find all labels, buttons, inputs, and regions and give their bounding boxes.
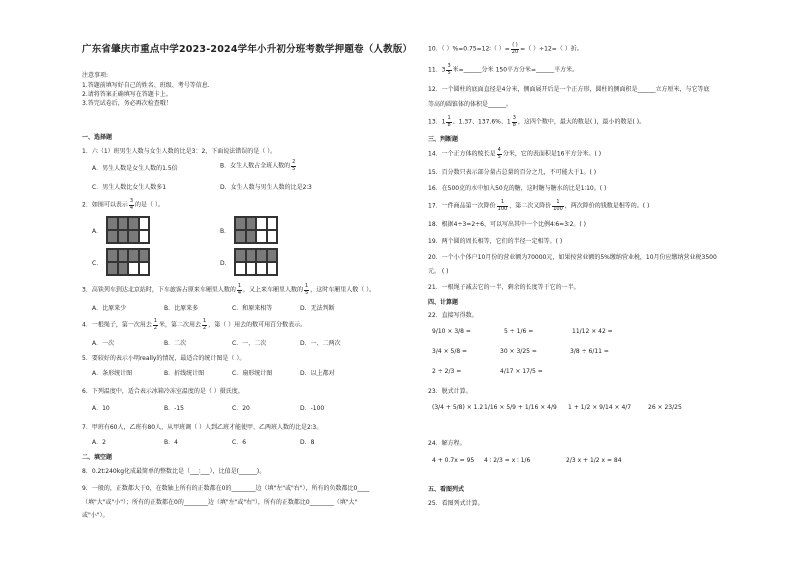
q7-option-c: C．6 [232, 439, 247, 446]
q5-option-c: C．扇形统计图 [232, 370, 273, 377]
question-17: 17．一件商品第一次降价 $\frac{1}{100}$ ，第二次又降价 $\frac{1}{100}$ ，两次降价的钱数是相等的。( ) [428, 199, 650, 212]
q4-option-d: D．一、二两次 [300, 340, 341, 347]
question-3: 3．高铁列车到达北京站时，下车旅客占原来车厢里人数的 $\frac{1}{4}$ ，又上来车厢里人数的 $\frac{1}{5}$ ，这时车厢里人数（ ）。 [82, 283, 376, 296]
equation-item: 4 ∶ 2/3 = x ∶ 1/6 [484, 457, 531, 464]
question-2: 2．如图可以表示 $\frac{3}{4}$ 的是（ ）。 [82, 198, 164, 211]
question-9-line2: （填"大"或"小"）；所有的正数都在0的________边（填"左"或"右"），所有的正数都比0________（填"大" [82, 499, 358, 506]
q2-label-b: B． [220, 228, 231, 235]
q3-option-d: D．无法判断 [300, 305, 335, 312]
q4-option-b: B．二次 [164, 340, 187, 347]
expr-item: 26 × 23/25 [648, 404, 682, 411]
q6-option-b: B．-15 [164, 405, 184, 412]
q5-option-a: A．条形统计图 [92, 370, 133, 377]
calc-item: 11/12 × 42 = [572, 328, 613, 335]
q6-option-d: D．-100 [300, 405, 325, 412]
q4-option-a: A．一次 [92, 340, 115, 347]
question-20-line1: 20．一个小个体户10月份的营业额为70000元，如果按营业额的5%缴纳营业税，10月份应缴纳营业税3500 [428, 254, 717, 261]
question-5: 5．要较好的表示小明really的情况，最适合的统计图是（ ）。 [82, 355, 246, 362]
calc-item: 30 × 3/25 = [500, 348, 537, 355]
equation-item: 4 + 0.7x = 95 [432, 457, 475, 464]
q2-label-a: A． [92, 228, 103, 235]
q5-option-d: D．以上都对 [300, 370, 335, 377]
question-9-line1: 9．一般的，正数都大于0，在数轴上所有的正数都在0的________边（填"左"或"右"），所有的负数都比0____ [82, 485, 370, 492]
question-20-line2: 元。 ( ) [428, 268, 449, 275]
q7-option-d: D．8 [300, 439, 315, 446]
expr-item: 1 + 1/2 × 9/14 × 4/7 [568, 404, 632, 411]
page-title: 广东省肇庆市重点中学2023-2024学年小升初分班考数学押题卷（人教版） [82, 44, 413, 55]
question-9-line3: 或"小"）。 [82, 512, 109, 519]
calc-item: 5 ÷ 1/6 = [504, 328, 534, 335]
q7-option-a: A．2 [92, 439, 106, 446]
notice-item: 2.请将答案正确填写在答题卡上。 [82, 91, 172, 98]
q2-figure-a [106, 216, 150, 244]
q5-option-b: B．折线统计图 [164, 370, 205, 377]
q2-figure-b [234, 216, 278, 244]
section-heading-calc: 四、计算题 [428, 299, 459, 306]
question-21: 21．一根绳子减去它的一半，剩余的长度等于它的一半。 [428, 284, 580, 291]
section-heading-fill: 二、填空题 [82, 454, 113, 461]
section-heading-choice: 一、选择题 [82, 134, 113, 141]
q1-option-b: B．女生人数占全班人数的 $\frac{2}{5}$ [220, 159, 296, 172]
q4-option-c: C．一、二次 [232, 340, 267, 347]
q6-option-a: A．10 [92, 405, 110, 412]
equation-item: 2/3 x + 1/2 x = 84 [566, 457, 622, 464]
question-16: 16．在500克的水中加入50克的糖，这时糖与糖水的比是1∶10。( ) [428, 185, 607, 192]
q1-option-d: D．女生人数与男生人数的比是2∶3 [220, 184, 312, 191]
section-heading-figure: 五、看图列式 [428, 486, 465, 493]
question-6: 6．下列温度中，适合表示冰箱冷冻室温度的是（ ）摄氏度。 [82, 388, 244, 395]
calc-item: 2 ÷ 2/3 = [432, 368, 462, 375]
calc-item: 9/10 × 3/8 = [432, 328, 471, 335]
question-22: 22．直接写得数。 [428, 312, 478, 319]
question-25: 25．看图列式计算。 [428, 500, 484, 507]
calc-item: 3/4 × 5/8 = [432, 348, 468, 355]
calc-item: 4/17 × 17/5 = [500, 368, 543, 375]
q2-label-d: D． [220, 260, 231, 267]
notice-heading: 注意事项: [82, 72, 109, 79]
notice-item: 1.答题前填写好自己的姓名、班级、考号等信息. [82, 82, 210, 89]
question-11: 11．3 $\frac{3}{5}$ 米=______分米 150平方分米=______平方米。 [428, 63, 579, 76]
question-19: 19．两个圆的周长相等，它们的半径一定相等。( ) [428, 238, 563, 245]
q6-option-c: C．20 [232, 405, 250, 412]
question-18: 18．根据4÷3=2÷6，可以写出其中一个比例4∶6=3∶2。( ) [428, 221, 586, 228]
question-7: 7．甲班有60人，乙班有80人，从甲班调（ ）人到乙班才能使甲、乙两班人数的比是2∶3。 [82, 424, 323, 431]
question-4: 4．一根绳子，第一次用去 $\frac{1}{2}$ 米，第二次用去 $\frac{1}{2}$ ，第（ ）用去的数可用百分数表示。 [82, 318, 307, 331]
expr-item: 1/16 × 5/9 + 1/16 × 4/9 [484, 404, 557, 411]
question-23: 23．脱式计算。 [428, 388, 472, 395]
q2-figure-d [234, 248, 278, 276]
question-24: 24．解方程。 [428, 440, 466, 447]
question-15: 15．百分数只表示部分量占总量的百分之几，不可能大于1。( ) [428, 169, 597, 176]
notice-item: 3.答完试卷后，务必再次检查哦！ [82, 100, 172, 107]
q2-figure-c [106, 248, 150, 276]
q1-option-c: C．男生人数比女生人数多1 [92, 184, 167, 191]
question-12-line1: 12．一个圆柱的底面直径是4分米，侧面展开后是一个正方形，圆柱的侧面积是______立方厘米，与它等底 [428, 86, 710, 93]
question-12-line2: 等高的圆锥体的体积是______。 [428, 101, 513, 108]
q7-option-b: B．4 [164, 439, 178, 446]
q1-option-a: A．男生人数是女生人数的1.5倍 [92, 165, 178, 172]
question-10: 10．（ ）%=0.75=12∶（ ）= $\frac{( )}{20}$ =（ ）÷12=（ ）折。 [428, 42, 583, 55]
section-heading-judge: 三、判断题 [428, 136, 459, 143]
calc-item: 3/8 ÷ 6/11 = [570, 348, 609, 355]
q3-option-a: A．比原来少 [92, 305, 127, 312]
question-14: 14．一个正方体的棱长是 $\frac{4}{5}$ 分米，它的表面积是16平方分米。( ) [428, 147, 602, 160]
q2-label-c: C． [92, 260, 103, 267]
q3-option-b: B．比原来多 [164, 305, 199, 312]
question-8: 8．0.2t∶240kg化成最简单的整数比是（___∶___），比值是(______)。 [82, 468, 266, 475]
expr-item: (3/4 + 5/8) × 1.2 [432, 404, 484, 411]
question-1: 1．六（1）班男生人数与女生人数的比是3：2，下面说法错误的是（ ）。 [82, 148, 277, 155]
q3-option-c: C．和原来相等 [232, 305, 273, 312]
question-13: 13．1 $\frac{1}{8}$ 、1.37、137.6%、1 $\frac{3}{8}$ ，这四个数中，最大的数是( )，最小的数是( )。 [428, 115, 646, 128]
